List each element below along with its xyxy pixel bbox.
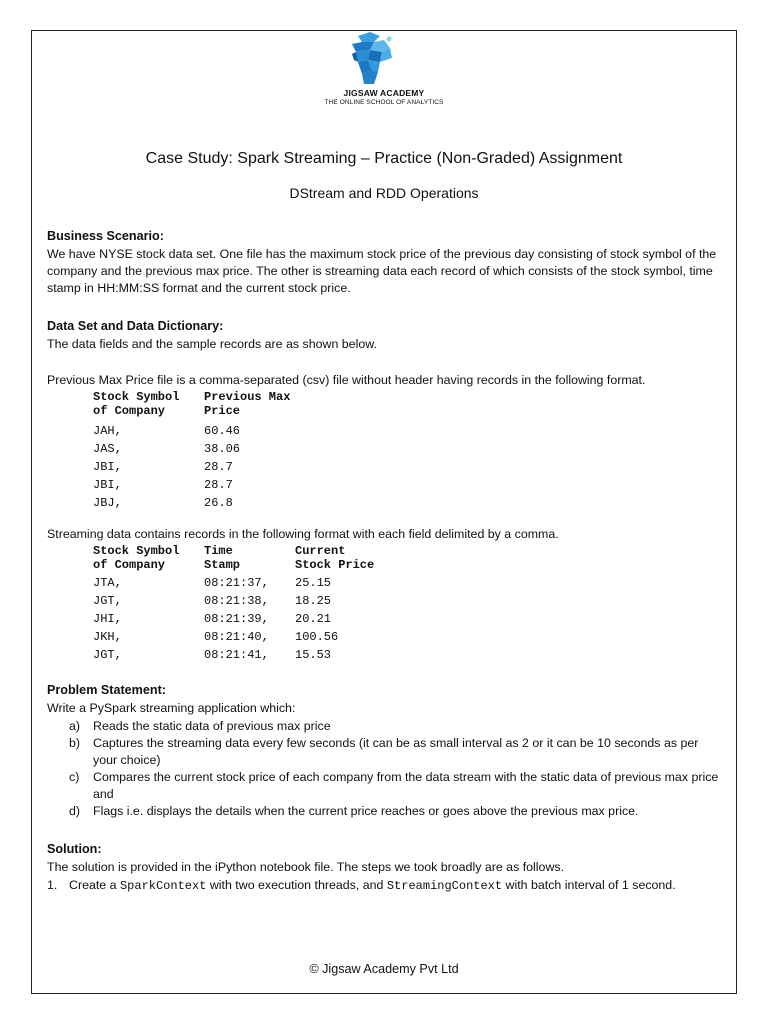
streaming-header-cell: Stock Price (295, 558, 375, 572)
table-cell: 08:21:39, (204, 612, 269, 626)
table-cell: 28.7 (204, 478, 233, 492)
table-cell: 38.06 (204, 442, 241, 456)
table-cell: JHI, (93, 612, 122, 626)
table-cell: JGT, (93, 648, 122, 662)
problem-intro: Write a PySpark streaming application which: (47, 701, 296, 715)
streaming-intro: Streaming data contains records in the following format with each field delimited by a comma. (47, 527, 559, 541)
table-cell: 100.56 (295, 630, 339, 644)
table-cell: JGT, (93, 594, 122, 608)
streaming-header-cell: of Company (93, 558, 166, 572)
table-cell: JBI, (93, 460, 122, 474)
business-text: We have NYSE stock data set. One file has the maximum stock price of the previous day consisting of stock symbol of the company and the previous max price. The other is streaming data each record of which consists of the stock symbol, time stamp in HH:MM:SS format and the current stock price. (47, 247, 717, 295)
table-cell: 18.25 (295, 594, 332, 608)
list-item-label: d) (69, 804, 81, 818)
prevmax-intro: Previous Max Price file is a comma-separated (csv) file without header having records in the following format. (47, 373, 646, 387)
problem-heading: Problem Statement: (47, 683, 166, 697)
brand-tagline: THE ONLINE SCHOOL OF ANALYTICS (324, 99, 444, 106)
business-heading: Business Scenario: (47, 229, 164, 243)
streaming-header-cell: Time (204, 544, 233, 558)
dataset-heading: Data Set and Data Dictionary: (47, 319, 224, 333)
step-text-mid: with two execution threads, and (206, 878, 387, 892)
list-item (47, 769, 719, 803)
table-cell: 15.53 (295, 648, 332, 662)
list-item (47, 718, 719, 735)
list-item (47, 735, 719, 769)
table-cell: JTA, (93, 576, 122, 590)
table-cell: 25.15 (295, 576, 332, 590)
table-cell: 20.21 (295, 612, 332, 626)
page-title: Case Study: Spark Streaming – Practice (Non-Graded) Assignment (145, 150, 623, 167)
brand-name: JIGSAW ACADEMY (343, 88, 425, 98)
table-cell: 08:21:41, (204, 648, 269, 662)
table-cell: JKH, (93, 630, 122, 644)
list-item-text: Flags i.e. displays the details when the current price reaches or goes above the previous max price. (93, 804, 639, 818)
problem-list (47, 718, 719, 820)
solution-intro: The solution is provided in the iPython notebook file. The steps we took broadly are as follows. (47, 860, 565, 874)
code-streaming-context: StreamingContext (386, 879, 503, 893)
code-spark-context: SparkContext (119, 879, 207, 893)
table-cell: JBI, (93, 478, 122, 492)
solution-heading: Solution: (47, 842, 102, 856)
footer-copyright: © Jigsaw Academy Pvt Ltd (309, 962, 459, 976)
list-item (47, 877, 719, 895)
table-cell: JAH, (93, 424, 122, 438)
step-text-post: with batch interval of 1 second. (502, 878, 676, 892)
solution-steps (47, 877, 719, 895)
table-cell: JAS, (93, 442, 122, 456)
prevmax-header-cell: Price (204, 404, 241, 418)
table-cell: 28.7 (204, 460, 233, 474)
table-cell: 08:21:37, (204, 576, 269, 590)
table-cell: 26.8 (204, 496, 233, 510)
list-item-text: Compares the current stock price of each company from the data stream with the static data of previous max price and (93, 770, 719, 801)
streaming-header-cell: Current (295, 544, 346, 558)
dataset-text: The data fields and the sample records are as shown below. (47, 337, 377, 351)
list-item-text: Captures the streaming data every few seconds (it can be as small interval as 2 or it can be 10 seconds as per your choice) (93, 736, 699, 767)
list-item-label: b) (69, 736, 81, 750)
jigsaw-academy-logo-icon (340, 30, 402, 86)
prevmax-header-cell: Previous Max (204, 390, 291, 404)
table-cell: 08:21:40, (204, 630, 269, 644)
prevmax-header-cell: Stock Symbol (93, 390, 180, 404)
streaming-header-cell: Stamp (204, 558, 241, 572)
streaming-header-cell: Stock Symbol (93, 544, 180, 558)
list-item-label: c) (69, 770, 80, 784)
step-text-pre: Create a (69, 878, 120, 892)
table-cell: 60.46 (204, 424, 241, 438)
page-subtitle: DStream and RDD Operations (289, 185, 479, 201)
table-cell: 08:21:38, (204, 594, 269, 608)
prevmax-header-cell: of Company (93, 404, 166, 418)
list-item-text: Reads the static data of previous max price (93, 719, 331, 733)
list-item-label: 1. (47, 878, 58, 892)
table-cell: JBJ, (93, 496, 122, 510)
list-item (47, 803, 719, 820)
list-item-label: a) (69, 719, 81, 733)
